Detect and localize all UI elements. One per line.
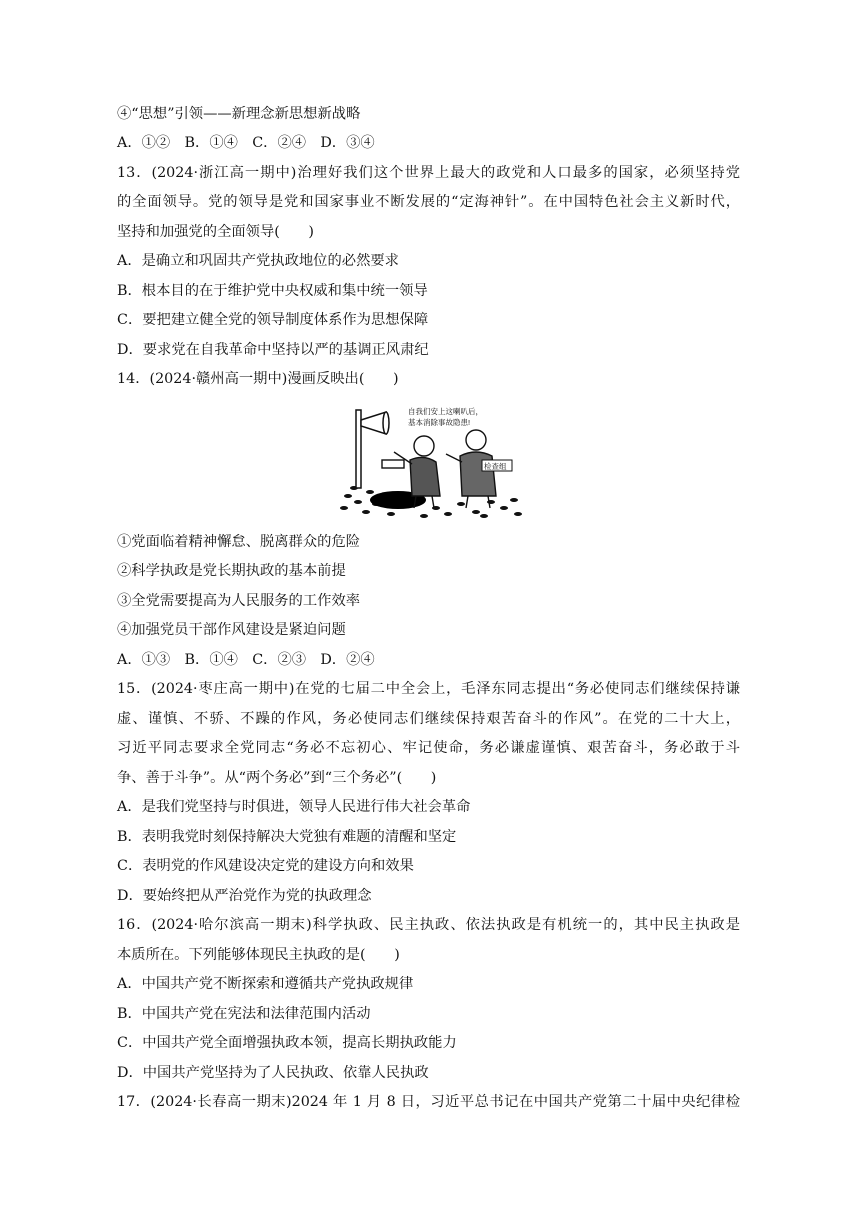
- q12-item4: ④“思想”引领——新理念新思想新战略: [117, 106, 361, 122]
- q15-option-b: B．表明我党时刻保持解决大党独有难题的清醒和坚定: [117, 829, 457, 845]
- q14-item4: ④加强党员干部作风建设是紧迫问题: [117, 622, 346, 638]
- cartoon-image: [336, 404, 526, 522]
- q13-stem-line2: 的全面领导。党的领导是党和国家事业不断发展的“定海神针”。在中国特色社会主义新时代，: [117, 194, 740, 210]
- speech-line1: 自我们安上这喇叭后，: [408, 407, 483, 416]
- q13-option-a: A．是确立和巩固共产党执政地位的必然要求: [117, 253, 399, 269]
- q13-option-b: B．根本目的在于维护党中央权威和集中统一领导: [117, 283, 428, 299]
- q14-item1: ①党面临着精神懈怠、脱离群众的危险: [117, 534, 361, 550]
- q12-options: A．①② B．①④ C．②④ D．③④: [117, 135, 375, 151]
- q16-stem-line1: 16．(2024·哈尔滨高一期末)科学执政、民主执政、依法执政是有机统一的，其中民主执政是: [117, 917, 740, 933]
- q14-stem: 14．(2024·赣州高一期中)漫画反映出( ): [117, 371, 399, 387]
- q15-option-c: C．表明党的作风建设决定党的建设方向和效果: [117, 858, 414, 874]
- loudspeaker-icon: [361, 412, 389, 434]
- q15-stem-line1: 15．(2024·枣庄高一期中)在党的七届二中全会上，毛泽东同志提出“务必使同志们继续保持谦: [117, 681, 740, 697]
- q13-stem-line3: 坚持和加强党的全面领导( ): [117, 224, 315, 240]
- q13-option-d: D．要求党在自我革命中坚持以严的基调正风肃纪: [117, 342, 429, 358]
- q14-options: A．①③ B．①④ C．②③ D．②④: [117, 652, 375, 668]
- speech-line2: 基本消除事故隐患!: [408, 418, 471, 427]
- inspection-badge-label: 检查组: [484, 462, 507, 471]
- q16-stem-line2: 本质所在。下列能够体现民主执政的是( ): [117, 947, 400, 963]
- q16-option-a: A．中国共产党不断探索和遵循共产党执政规律: [117, 976, 414, 992]
- q15-stem-line2: 虚、谨慎、不骄、不躁的作风，务必使同志们继续保持艰苦奋斗的作风”。在党的二十大上，: [117, 711, 740, 727]
- q14-item2: ②科学执政是党长期执政的基本前提: [117, 563, 346, 579]
- q15-stem-line3: 习近平同志要求全党同志“务必不忘初心、牢记使命，务必谦虚谨慎、艰苦奋斗，务必敢于斗: [117, 740, 740, 756]
- q16-option-c: C．中国共产党全面增强执政本领，提高长期执政能力: [117, 1035, 457, 1051]
- q13-stem-line1: 13．(2024·浙江高一期中)治理好我们这个世界上最大的政党和人口最多的国家，必须坚持党: [117, 165, 740, 181]
- q14-item3: ③全党需要提高为人民服务的工作效率: [117, 593, 361, 609]
- q13-option-c: C．要把建立健全党的领导制度体系作为思想保障: [117, 312, 429, 328]
- q15-option-d: D．要始终把从严治党作为党的执政理念: [117, 888, 372, 904]
- q16-option-d: D．中国共产党坚持为了人民执政、依靠人民执政: [117, 1065, 429, 1081]
- q15-stem-line4: 争、善于斗争”。从“两个务必”到“三个务必”( ): [117, 770, 437, 786]
- q15-option-a: A．是我们党坚持与时俱进，领导人民进行伟大社会革命: [117, 799, 471, 815]
- q17-stem-line1: 17．(2024·长春高一期末)2024 年 1 月 8 日，习近平总书记在中国共产党第二十届中央纪律检: [117, 1094, 740, 1110]
- q16-option-b: B．中国共产党在宪法和法律范围内活动: [117, 1006, 371, 1022]
